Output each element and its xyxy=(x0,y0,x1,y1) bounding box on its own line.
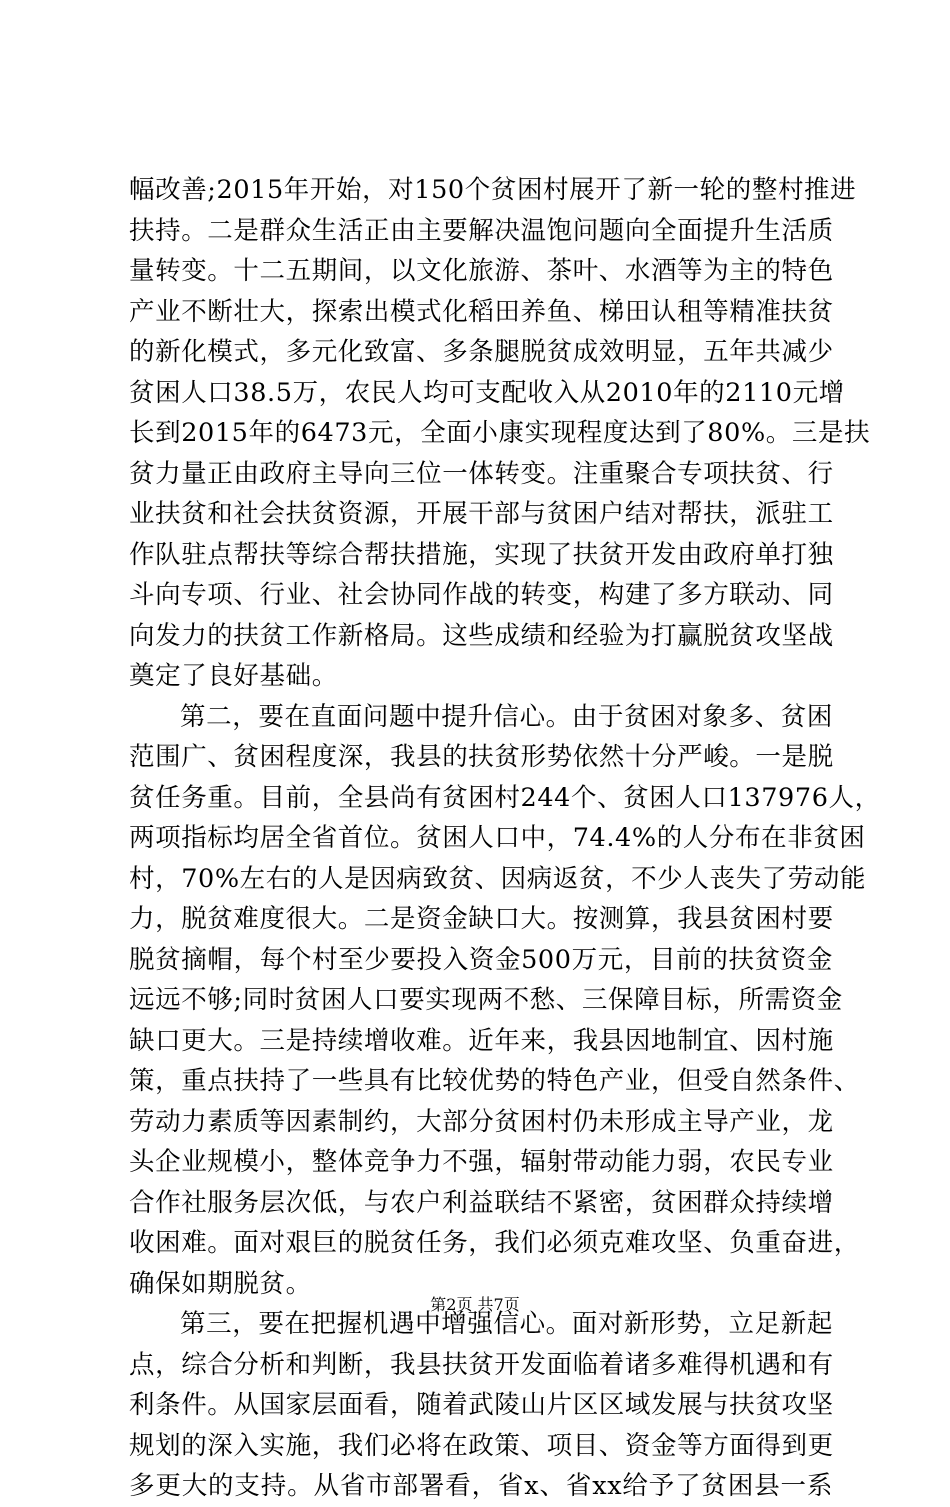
text-line: 利条件。从国家层面看，随着武陵山片区区域发展与扶贫攻坚 xyxy=(129,1390,834,1420)
text-line: 产业不断壮大，探索出模式化稻田养鱼、梯田认租等精准扶贫 xyxy=(129,296,834,327)
text-line: 扶持。二是群众生活正由主要解决温饱问题向全面提升生活质 xyxy=(129,215,834,246)
text-line: 两项指标均居全省首位。贫困人口中，74.4%的人分布在非贫困 xyxy=(129,823,866,853)
text-line: 头企业规模小，整体竞争力不强，辐射带动能力弱，农民专业 xyxy=(129,1147,834,1177)
text-line: 贫困人口38.5万，农民人均可支配收入从2010年的2110元增 xyxy=(129,377,845,408)
text-line: 长到2015年的6473元，全面小康实现程度达到了80%。三是扶 xyxy=(129,418,871,448)
text-line: 业扶贫和社会扶贫资源，开展干部与贫困户结对帮扶，派驻工 xyxy=(129,499,834,529)
text-line: 脱贫摘帽，每个村至少要投入资金500万元，目前的扶贫资金 xyxy=(129,944,833,975)
text-line: 远远不够;同时贫困人口要实现两不愁、三保障目标，所需资金 xyxy=(129,985,843,1015)
text-line: 的新化模式，多元化致富、多条腿脱贫成效明显，五年共减少 xyxy=(129,337,834,367)
text-line: 力，脱贫难度很大。二是资金缺口大。按测算，我县贫困村要 xyxy=(129,904,834,934)
text-line: 幅改善;2015年开始，对150个贫困村展开了新一轮的整村推进 xyxy=(129,175,857,205)
text-line: 贫力量正由政府主导向三位一体转变。注重聚合专项扶贫、行 xyxy=(129,458,834,489)
text-line: 奠定了良好基础。 xyxy=(129,661,338,691)
text-line: 规划的深入实施，我们必将在政策、项目、资金等方面得到更 xyxy=(129,1430,834,1461)
text-line: 合作社服务层次低，与农户利益联结不紧密，贫困群众持续增 xyxy=(129,1187,834,1218)
paragraph-start-line: 第二，要在直面问题中提升信心。由于贫困对象多、贫困 xyxy=(180,701,833,732)
text-line: 村，70%左右的人是因病致贫、因病返贫，不少人丧失了劳动能 xyxy=(129,863,867,894)
text-line: 点，综合分析和判断，我县扶贫开发面临着诸多难得机遇和有 xyxy=(129,1349,834,1380)
text-line: 收困难。面对艰巨的脱贫任务，我们必须克难攻坚、负重奋进， xyxy=(129,1228,860,1258)
text-line: 贫任务重。目前，全县尚有贫困村244个、贫困人口137976人， xyxy=(129,782,881,813)
text-line: 斗向专项、行业、社会协同作战的转变，构建了多方联动、同 xyxy=(129,580,834,610)
text-line: 作队驻点帮扶等综合帮扶措施，实现了扶贫开发由政府单打独 xyxy=(129,539,834,570)
paragraph-start-line: 第三，要在把握机遇中增强信心。面对新形势，立足新起 xyxy=(180,1309,833,1339)
text-line: 向发力的扶贫工作新格局。这些成绩和经验为打赢脱贫攻坚战 xyxy=(129,620,834,651)
text-line: 策，重点扶持了一些具有比较优势的特色产业，但受自然条件、 xyxy=(129,1066,860,1096)
text-line: 范围广、贫困程度深，我县的扶贫形势依然十分严峻。一是脱 xyxy=(129,742,834,772)
text-line: 多更大的支持。从省市部署看，省x、省xx给予了贫困县一系 xyxy=(129,1471,833,1501)
text-line: 确保如期脱贫。 xyxy=(129,1268,312,1299)
text-line: 量转变。十二五期间，以文化旅游、茶叶、水酒等为主的特色 xyxy=(129,256,834,286)
text-line: 缺口更大。三是持续增收难。近年来，我县因地制宜、因村施 xyxy=(129,1025,834,1056)
page-number-footer: 第2页 共7页 xyxy=(430,1295,520,1314)
text-line: 劳动力素质等因素制约，大部分贫困村仍未形成主导产业，龙 xyxy=(129,1106,834,1137)
